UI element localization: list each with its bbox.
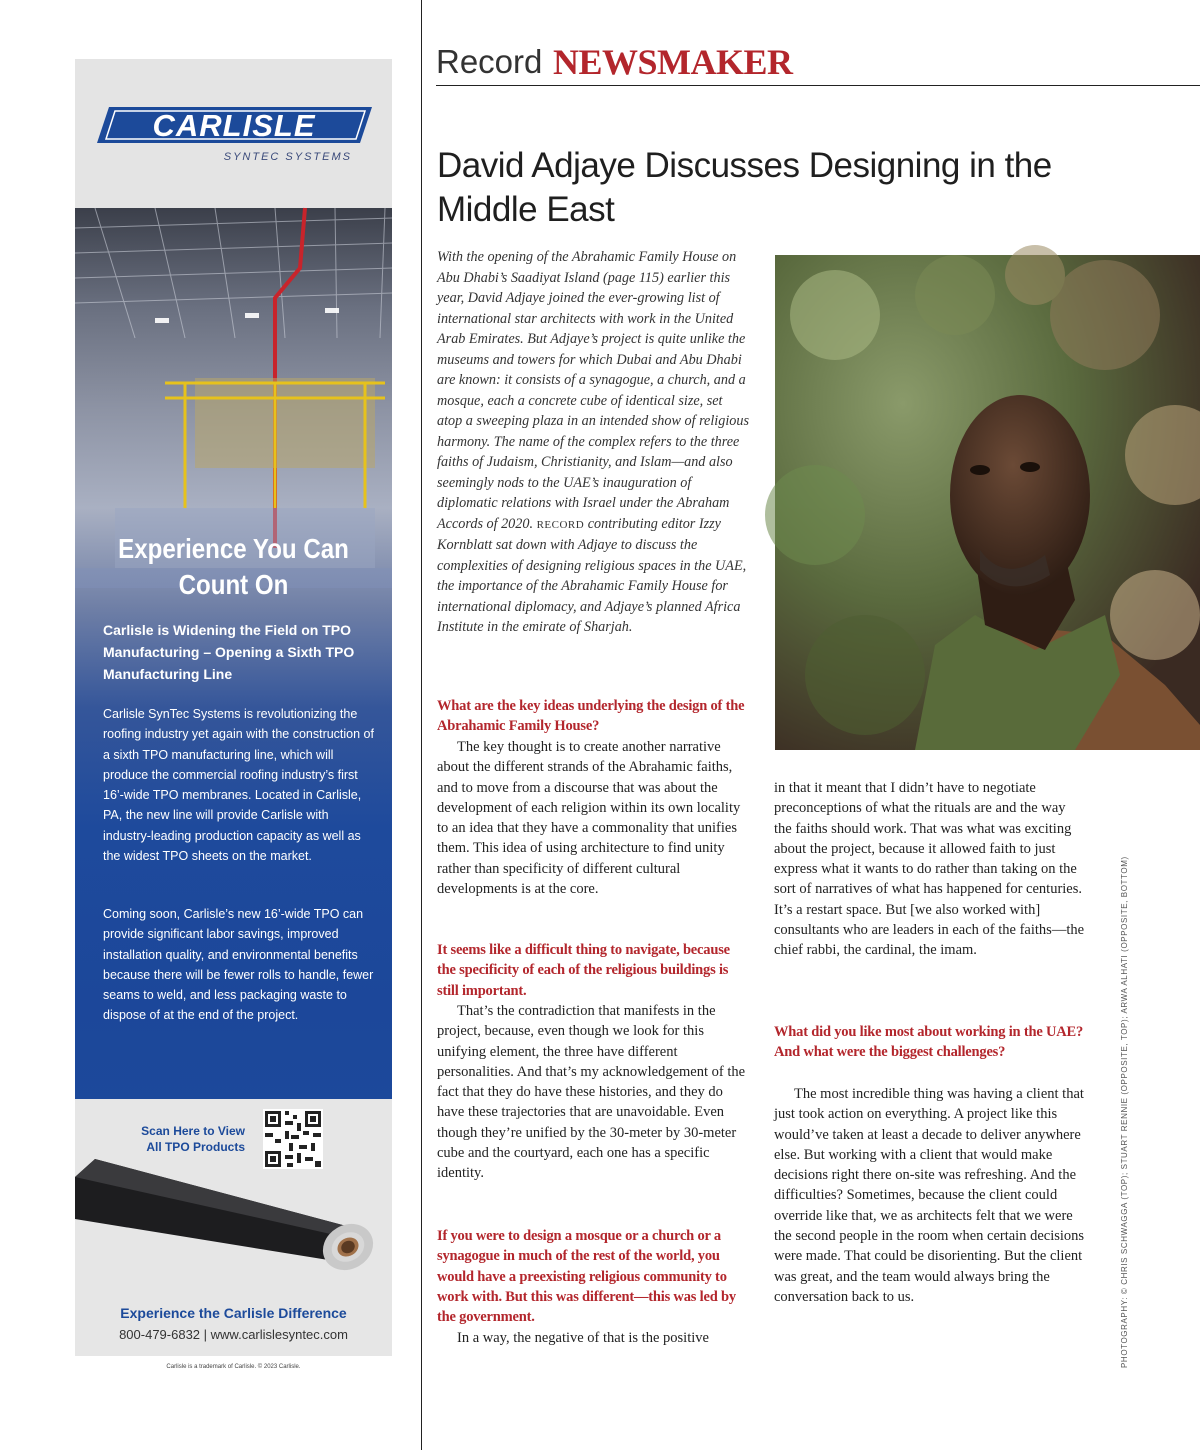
answer-3-start-text: In a way, the negative of that is the positive bbox=[457, 1330, 709, 1346]
ad-headline: Experience You Can Count On bbox=[118, 533, 349, 600]
answer-2-text: That’s the contradiction that manifests in the project, because, even though we look for this unifying element, the three have different personalities. And that’s my acknowledgement of the fact that they do have these histories, and they do have these trajectories that are unavoidable. Even though they’re unified by the 30-meter by 30-meter cube and the courtyard, each one has a specific identity. bbox=[437, 1003, 746, 1182]
tpo-membrane-roll-image bbox=[75, 1159, 392, 1269]
answer-3-start bbox=[437, 1328, 749, 1348]
ad-contact[interactable]: 800-479-6832 | www.carlislesyntec.com bbox=[119, 1327, 348, 1342]
answer-1 bbox=[437, 737, 749, 899]
intro-smallcaps: RECORD bbox=[536, 518, 585, 531]
ad-fine-print: Carlisle is a trademark of Carlisle. © 2023 Carlisle. bbox=[166, 1364, 301, 1370]
question-3: If you were to design a mosque or a church or a synagogue in much of the rest of the world, you would have a preexisting religious community to work with. But this was different—this was led by the government. bbox=[437, 1228, 736, 1326]
intro-text-b: contributing editor Izzy Kornblatt sat down with Adjaye to discuss the complexities of designing religious spaces in the UAE, the importance of the Abrahamic Family House for international diplomacy, and Adjaye’s planned Africa Institute in the emirate of Sharjah. bbox=[437, 515, 747, 635]
intro-text-a: With the opening of the Abrahamic Family House on Abu Dhabi’s Saadiyat Island (page 115) earlier this year, David Adjaye joined the ever-growing list of international star architects with work in the United Arab Emirates. But Adjaye’s project is quite unlike the museums and towers for which Dubai and Abu Dhabi are known: it consists of a synagogue, a church, and a mosque, each a concrete cube of identical size, set atop a sweeping plaza in an intended show of religious harmony. The name of the complex refers to the three faiths of Judaism, Christianity, and Islam—and also seemingly nods to the UAE’s inauguration of diplomatic relations with Israel under the Abraham Accords of 2020. bbox=[437, 249, 749, 532]
answer-3-continued bbox=[774, 778, 1086, 961]
ad-subhead: Carlisle is Widening the Field on TPO Manufacturing – Opening a Sixth TPO Manufacturing Line bbox=[103, 622, 355, 682]
answer-1-text: The key thought is to create another narrative about the different strands of the Abrahamic faiths, and to move from a discourse that was about the development of each religion within its own locality to an idea that they have a commonality that unifies them. This idea of using architecture to find unity rather than specificity of different cultural developments is at the core. bbox=[437, 739, 741, 898]
section-label: Record bbox=[436, 43, 543, 80]
ad-paragraph-2: Coming soon, Carlisle’s new 16’-wide TPO can provide significant labor savings, improved installation quality, and environmental benefits because there will be fewer rolls to handle, fewer seams to weld, and less packaging waste to dispose of at the end of the project. bbox=[103, 907, 374, 1023]
ad-paragraph-1: Carlisle SynTec Systems is revolutionizing the roofing industry yet again with the construction of a sixth TPO manufacturing line, which will produce the commercial roofing industry’s first 16’-wide TPO membranes. Located in Carlisle, PA, the new line will provide Carlisle with industry-leading production capacity as well as the widest TPO sheets on the market. bbox=[103, 707, 374, 864]
question-2: It seems like a difficult thing to navigate, because the specificity of each of the religious buildings is still important. bbox=[437, 942, 730, 999]
question-4: What did you like most about working in the UAE? And what were the biggest challenges? bbox=[774, 1024, 1084, 1061]
photo-credit: PHOTOGRAPHY: © CHRIS SCHWAGGA (TOP); STUART RENNIE (OPPOSITE, TOP); ARWA ALHATI (OPPOSITE, BOTTOM) bbox=[1120, 856, 1129, 1368]
ad-scan-label: Scan Here to View All TPO Products bbox=[141, 1124, 245, 1154]
column-divider bbox=[421, 0, 422, 1450]
portrait-illustration bbox=[775, 255, 1200, 750]
svg-text:CARLISLE: CARLISLE bbox=[152, 108, 316, 143]
ad-tagline: Experience the Carlisle Difference bbox=[120, 1305, 347, 1321]
carlisle-subbrand: SYNTEC SYSTEMS bbox=[223, 151, 352, 163]
section-rule bbox=[436, 85, 1200, 86]
portrait-photo bbox=[775, 255, 1200, 750]
section-title: NEWSMAKER bbox=[553, 42, 793, 82]
answer-4 bbox=[774, 1084, 1086, 1307]
article-intro bbox=[437, 247, 749, 638]
answer-3-continued-text: in that it meant that I didn’t have to negotiate preconceptions of what the rituals are and the way the faiths should work. That was what was exciting about the project, because it allowed faith to just express what it wants to do rather than taking on the sort of narratives of what has happened for centuries. It’s a restart space. But [we also worked with] consultants who are leaders in each of the faiths—the chief rabbi, the cardinal, the imam. bbox=[774, 780, 1085, 959]
article-title: David Adjaye Discusses Designing in the Middle East bbox=[437, 146, 1052, 229]
answer-2 bbox=[437, 1001, 749, 1184]
question-1: What are the key ideas underlying the design of the Abrahamic Family House? bbox=[437, 698, 745, 735]
answer-4-text: The most incredible thing was having a client that just took action on everything. A project like this would’ve taken at least a decade to deliver anywhere else. But working with a client that would make decisions right there on-site was refreshing. And the difficulties? Sometimes, because the client could override like that, we as architects felt that we were the second people in the room when certain decisions were made. That could be disorienting. But the client was great, and the team would always bring the conversation back to us. bbox=[774, 1086, 1085, 1305]
carlisle-advertisement[interactable] bbox=[75, 59, 392, 1370]
